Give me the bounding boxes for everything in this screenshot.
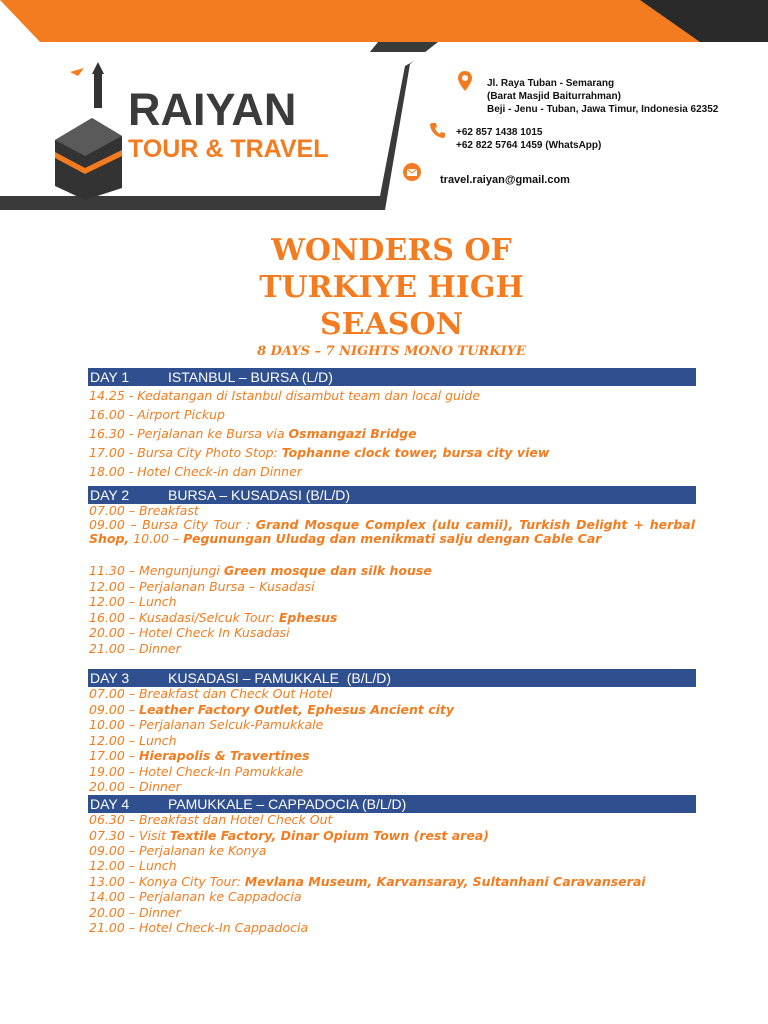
- email-icon: [403, 163, 421, 181]
- itinerary-item: 16.00 – Kusadasi/Selcuk Tour: Ephesus: [89, 610, 338, 625]
- title-line-1: WONDERS OF: [271, 233, 512, 268]
- brand-name: RAIYAN: [128, 84, 297, 135]
- day-header: [88, 486, 696, 504]
- day-label: DAY 2: [90, 487, 130, 503]
- itinerary-item: 12.00 – Lunch: [89, 594, 177, 609]
- location-pin-icon: [458, 71, 472, 91]
- itinerary-item: 14.00 – Perjalanan ke Cappadocia: [89, 889, 302, 904]
- day-header: [88, 669, 696, 687]
- itinerary-item: 09.00 – Leather Factory Outlet, Ephesus Ancient city: [89, 702, 455, 717]
- itinerary-subtitle: 8 DAYS – 7 NIGHTS MONO TURKIYE: [257, 344, 526, 359]
- day-route: KUSADASI – PAMUKKALE (B/L/D): [168, 670, 392, 686]
- itinerary-item: 07.30 – Visit Textile Factory, Dinar Opium Town (rest area): [89, 828, 489, 843]
- itinerary-item: 20.00 – Hotel Check In Kusadasi: [89, 625, 290, 640]
- itinerary-item: 16.00 - Airport Pickup: [89, 407, 225, 422]
- day-label: DAY 3: [90, 670, 130, 686]
- day-header: [88, 368, 696, 386]
- itinerary-item: 20.00 – Dinner: [89, 779, 181, 794]
- phone-number-2: +62 822 5764 1459 (WhatsApp): [456, 140, 602, 151]
- itinerary-title: [0, 232, 768, 343]
- address-line-2: (Barat Masjid Baiturrahman): [487, 91, 621, 102]
- title-line-2: TURKIYE HIGH: [259, 270, 524, 305]
- address-line-3: Beji - Jenu - Tuban, Jawa Timur, Indonesia 62352: [487, 104, 719, 115]
- itinerary-item: 21.00 – Dinner: [89, 641, 181, 656]
- itinerary-item: 07.00 – Breakfast: [89, 503, 199, 518]
- itinerary-item: 12.00 – Lunch: [89, 733, 177, 748]
- day-route: ISTANBUL – BURSA (L/D): [168, 369, 333, 385]
- itinerary-item: 07.00 – Breakfast dan Check Out Hotel: [89, 686, 333, 701]
- itinerary-item: 12.00 – Perjalanan Bursa – Kusadasi: [89, 579, 315, 594]
- itinerary-item: 09.00 – Bursa City Tour : Grand Mosque Complex (ulu camii), Turkish Delight + herbal Shop, 10.00 – Pegunungan Uludag dan menikmati salju dengan Cable Car: [89, 517, 695, 546]
- itinerary-item: 14.25 - Kedatangan di Istanbul disambut team dan local guide: [89, 388, 481, 403]
- itinerary-item: 17.00 – Hierapolis & Travertines: [89, 748, 310, 763]
- itinerary-item: 11.30 – Mengunjungi Green mosque dan silk house: [89, 563, 432, 578]
- itinerary-item: 19.00 – Hotel Check-In Pamukkale: [89, 764, 304, 779]
- itinerary-item: 16.30 - Perjalanan ke Bursa via Osmangazi Bridge: [89, 426, 417, 441]
- email-address: travel.raiyan@gmail.com: [440, 174, 570, 186]
- phone-number-1: +62 857 1438 1015: [456, 127, 543, 138]
- letterhead: [0, 0, 768, 215]
- itinerary-item: 10.00 – Perjalanan Selcuk-Pamukkale: [89, 717, 324, 732]
- title-line-3: SEASON: [319, 307, 464, 342]
- day-route: PAMUKKALE – CAPPADOCIA (B/L/D): [168, 796, 407, 812]
- brand-tagline: TOUR & TRAVEL: [128, 135, 329, 163]
- itinerary-item: 06.30 – Breakfast dan Hotel Check Out: [89, 812, 333, 827]
- itinerary-item: 12.00 – Lunch: [89, 858, 177, 873]
- itinerary-item: 13.00 – Konya City Tour: Mevlana Museum, Karvansaray, Sultanhani Caravanserai: [89, 874, 646, 889]
- day-label: DAY 4: [90, 796, 130, 812]
- itinerary-item: 17.00 - Bursa City Photo Stop: Tophanne clock tower, bursa city view: [89, 445, 550, 460]
- itinerary-item: 09.00 – Perjalanan ke Konya: [89, 843, 267, 858]
- phone-icon: [430, 122, 446, 138]
- itinerary-item: 20.00 – Dinner: [89, 905, 181, 920]
- address-line-1: Jl. Raya Tuban - Semarang: [487, 78, 615, 89]
- itinerary-item: 18.00 - Hotel Check-in dan Dinner: [89, 464, 302, 479]
- day-header: [88, 795, 696, 813]
- day-label: DAY 1: [90, 369, 130, 385]
- day-route: BURSA – KUSADASI (B/L/D): [168, 487, 351, 503]
- itinerary-item: 21.00 – Hotel Check-In Cappadocia: [89, 920, 309, 935]
- kaaba-crescent-logo-icon: [30, 60, 130, 200]
